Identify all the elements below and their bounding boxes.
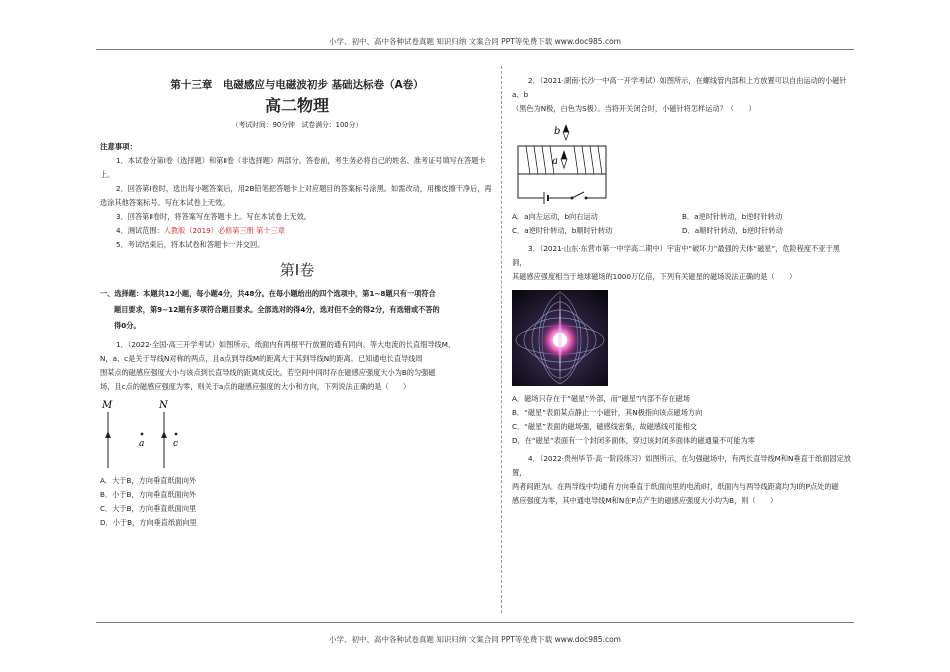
note-item: 3．回答第Ⅱ卷时，将答案写在答题卡上。写在本试卷上无效。 — [116, 212, 311, 221]
note-item: 2．回答第Ⅰ卷时，选出每小题答案后，用2B铅笔把答题卡上对应题目的答案标号涂黑。如需改动，用橡皮擦干净后，再选涂其他答案标号。写在本试卷上无效。 — [100, 184, 492, 207]
q1-figure — [102, 398, 222, 470]
exam-info: （考试时间：90分钟 试卷满分：100分） — [231, 121, 363, 129]
right-column — [512, 70, 852, 508]
q2-options-row-2 — [512, 224, 852, 238]
q2-stem-line: （黑色为N极，白色为S极）。当将开关闭合时，小磁针将怎样运动？（ ） — [512, 104, 756, 113]
section-heading-line3: 得0分。 — [114, 321, 141, 330]
q3-option-c: C．“磁星”表面的磁场强，磁感线密集，故磁感线可能相交 — [512, 422, 697, 431]
question-2 — [512, 74, 852, 238]
q2-label-b: b — [554, 126, 561, 137]
q3-stem-line: 其磁感应强度相当于地球磁场的1000万亿倍，下列有关磁星的磁场说法正确的是（ ） — [512, 272, 797, 281]
left-column — [100, 74, 494, 530]
question-1 — [100, 338, 494, 530]
q2-needle-b-north — [563, 124, 569, 132]
section-heading — [100, 286, 494, 334]
question-3 — [512, 242, 852, 448]
q1-label-c: c — [173, 439, 179, 449]
note-item: 5．考试结束后，将本试卷和答题卡一并交回。 — [116, 240, 265, 249]
q1-point-c — [175, 433, 178, 436]
q2-option-c: C．a逆时针转动，b顺时针转动 — [512, 226, 613, 235]
q2-option-d: D．a顺时针转动，b逆时针转动 — [682, 226, 783, 235]
q2-circuit-wire-right — [586, 160, 606, 198]
question-4 — [512, 452, 852, 508]
footer-rule — [96, 622, 854, 623]
q2-switch-blade — [572, 192, 584, 198]
q2-figure — [514, 122, 614, 204]
q4-stem-line: 4．（2022·贵州毕节·高一阶段练习）如图所示，在匀强磁场中，有两长直导线M和N垂直于纸面固定放置， — [512, 454, 851, 477]
q2-options-row-1 — [512, 210, 852, 224]
q1-label-N: N — [159, 400, 168, 411]
page-header: 小学、初中、高中各种试卷真题 知识归纳 文案合同 PPT等免费下载 www.doc985.com — [329, 37, 621, 46]
q1-stem-line: N，a、c是关于导线N对称的两点，且a点到导线M的距离大于其到导线N的距离。已知通电长直导线周 — [100, 354, 423, 363]
section-heading-line1: 一、选择题：本题共12小题，每小题4分，共48分。在每小题给出的四个选项中，第1~8题只有一项符合 — [100, 289, 436, 298]
q2-needle-a-south — [561, 159, 567, 168]
q3-option-d: D．在“磁星”表面有一个封闭多面体，穿过该封闭多面体的磁通量不可能为零 — [512, 436, 755, 445]
q2-needle-b-south — [563, 132, 569, 140]
page-footer: 小学、初中、高中各种试卷真题 知识归纳 文案合同 PPT等免费下载 www.doc985.com — [329, 635, 621, 644]
q1-current-arrow-M — [105, 431, 111, 438]
q2-circuit-wire-left — [518, 160, 544, 198]
q1-stem-line: 1．（2022·全国·高三开学考试）如图所示，纸面内有两根平行放置的通有同向、等大电流的长直细导线M、 — [116, 340, 456, 349]
q2-label-a: a — [552, 156, 558, 167]
header-rule — [96, 49, 854, 50]
q1-label-M: M — [102, 400, 113, 411]
q1-stem-line: 场，且c点的磁感应强度为零，则关于a点的磁感应强度的大小和方向，下列说法正确的是（ ） — [100, 382, 411, 391]
section-heading-line2: 题目要求，第9~12题有多项符合题目要求。全部选对的得4分，选对但不全的得2分，有选错或不答的 — [114, 305, 440, 314]
note-range-label: 4．测试范围： — [116, 226, 164, 235]
q2-needle-a-north — [561, 150, 567, 159]
q1-point-a — [141, 433, 144, 436]
q1-option-b: B．小于B，方向垂直纸面向外 — [100, 490, 197, 499]
chapter-title: 第十三章 电磁感应与电磁波初步 基础达标卷（A卷） — [170, 79, 424, 91]
q2-option-a: A．a向左运动，b向右运动 — [512, 212, 598, 221]
q3-magnetar-image — [512, 290, 608, 386]
column-divider — [501, 66, 503, 613]
subject-title: 高二物理 — [264, 96, 329, 115]
note-item: 1．本试卷分第Ⅰ卷（选择题）和第Ⅱ卷（非选择题）两部分。答卷前，考生务必将自己的姓名、准考证号填写在答题卡上。 — [100, 156, 486, 179]
q3-stem-line: 3．（2021·山东·东营市第一中学高二期中）宇宙中“破坏力”最强的天体“磁星”，危险程度不亚于黑洞， — [512, 244, 840, 267]
q3-option-a: A．磁场只存在于“磁星”外部，而“磁星”内部不存在磁场 — [512, 394, 690, 403]
notes-heading: 注意事项： — [100, 142, 137, 151]
q1-current-arrow-N — [161, 431, 167, 438]
q3-option-b: B．“磁星”表面某点静止一小磁针，其N极指向该点磁场方向 — [512, 408, 703, 417]
note-item-range — [100, 224, 494, 238]
q1-option-c: C．大于B，方向垂直纸面向里 — [100, 504, 197, 513]
q2-stem-line: 2．（2021·湖南·长沙一中高一开学考试）如图所示，在螺线管内部和上方放置可以自由运动的小磁针a、b — [512, 76, 847, 99]
q1-option-d: D．小于B，方向垂直纸面向里 — [100, 518, 197, 527]
volume-title: 第Ⅰ卷 — [279, 261, 315, 279]
q4-stem-line: 感应强度为零，其中通电导线M和N在P点产生的磁感应强度大小均为B，则（ ） — [512, 496, 778, 505]
q1-label-a: a — [139, 439, 145, 449]
q4-stem-line: 两者间距为l。在两导线中均通有方向垂直于纸面向里的电流I时，纸面内与两导线距离均为l的P点处的磁 — [512, 482, 839, 491]
note-range-value: 人教版（2019）必修第三册 第十三章 — [163, 226, 285, 235]
q1-stem-line: 围某点的磁感应强度大小与该点到长直导线的距离成反比。若空间中同时存在磁感应强度大小为B的匀强磁 — [100, 368, 436, 377]
q1-option-a: A．大于B，方向垂直纸面向外 — [100, 476, 197, 485]
q2-option-b: B．a逆时针转动，b逆时针转动 — [682, 212, 783, 221]
